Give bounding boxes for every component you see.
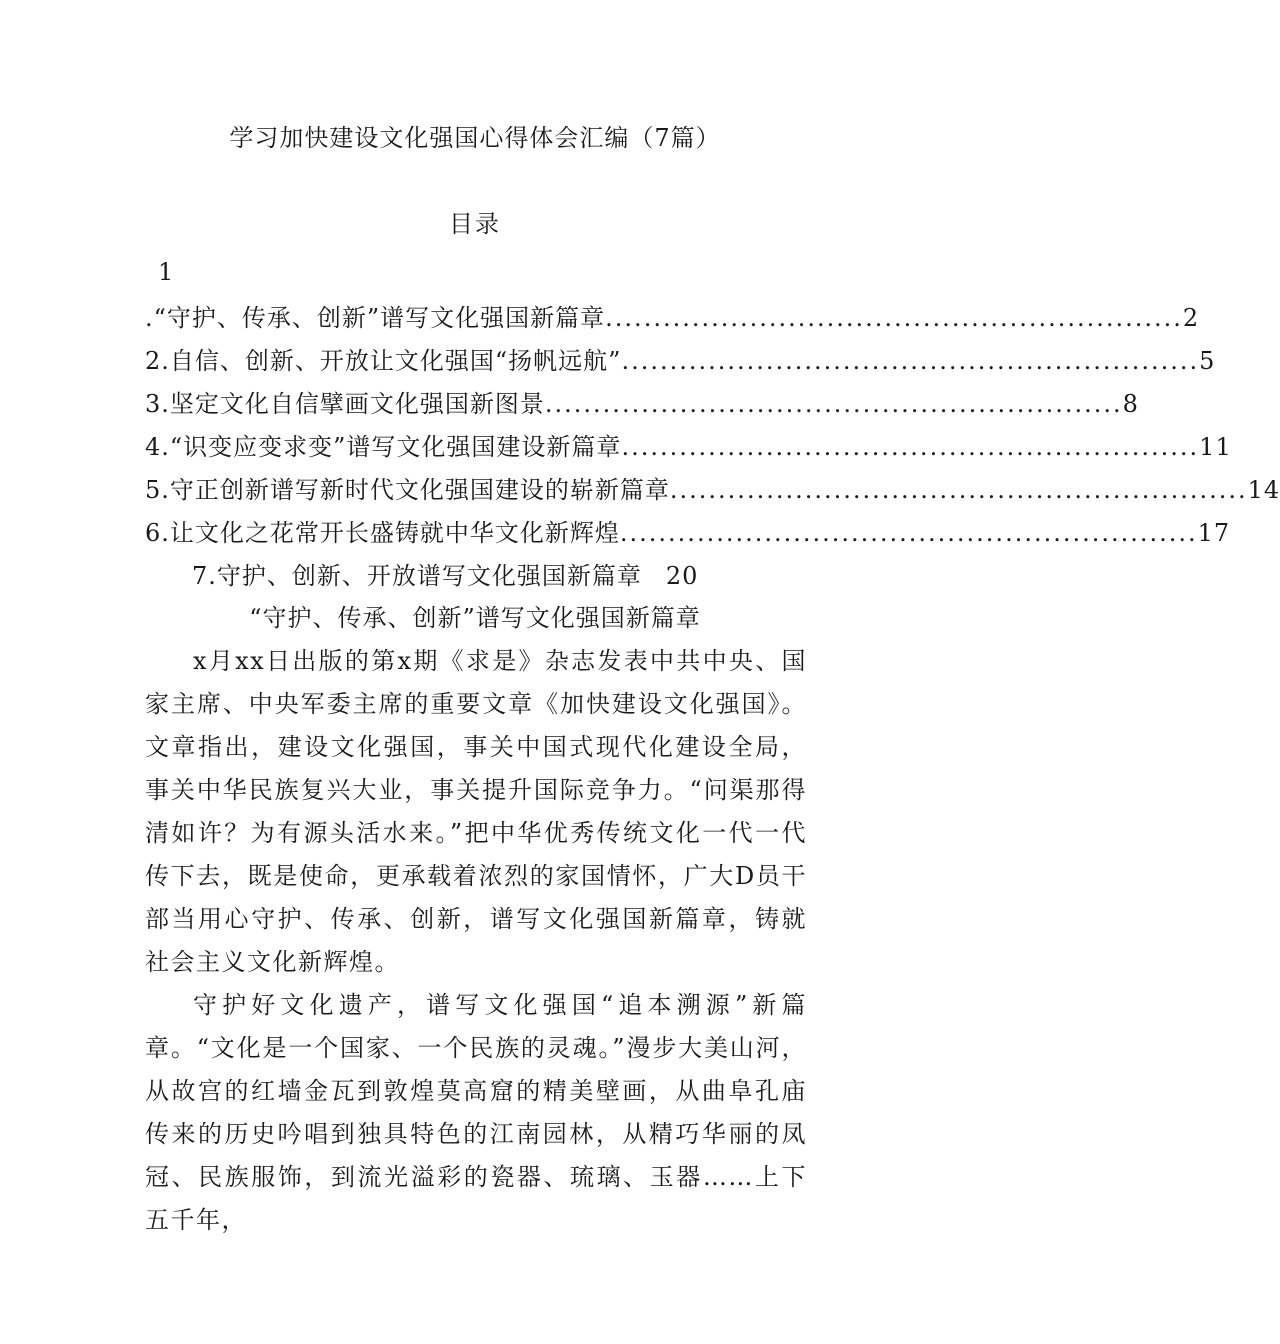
body-paragraph-2: 守护好文化遗产，谱写文化强国“追本溯源”新篇章。“文化是一个国家、一个民族的灵魂。”漫步大美山河，从故宫的红墙金瓦到敦煌莫高窟的精美壁画，从曲阜孔庙传来的历史吟唱到独具特色的江南园林，从精巧华丽的凤冠、民族服饰，到流光溢彩的瓷器、琉璃、玉器……上下五千年， [145, 991, 807, 1234]
toc-item-2[interactable] [145, 341, 1216, 376]
toc-item-page: 17 [1197, 519, 1231, 547]
toc-item-page: 11 [1199, 433, 1232, 461]
toc-item-page: 5 [1199, 347, 1216, 375]
toc-leader-dots: ............................................................ [669, 476, 1248, 504]
toc-leader-dots: ............................................................ [621, 347, 1200, 375]
toc-item-page: 14 [1247, 476, 1280, 504]
toc-item-4[interactable] [145, 427, 1232, 462]
toc-item-page: 8 [1122, 390, 1139, 418]
toc-item-3[interactable] [145, 384, 1139, 419]
toc-item-1-number: 1 [158, 258, 174, 286]
toc-leader-dots: ............................................................ [605, 304, 1183, 332]
toc-item-label: 3.坚定文化自信擘画文化强国新图景 [145, 390, 545, 418]
section-title: “守护、传承、创新”谱写文化强国新篇章 [249, 604, 701, 632]
toc-leader-dots: ............................................................ [544, 390, 1123, 418]
document-title: 学习加快建设文化强国心得体会汇编（7篇） [229, 124, 721, 152]
toc-item-6[interactable] [145, 513, 1231, 548]
toc-item-label: 5.守正创新谱写新时代文化强国建设的崭新篇章 [145, 476, 670, 504]
toc-item-7[interactable] [192, 556, 698, 591]
toc-item-label: 7.守护、创新、开放谱写文化强国新篇章 [192, 562, 642, 590]
toc-item-label: .“守护、传承、创新”谱写文化强国新篇章 [145, 304, 606, 332]
toc-leader-dots: ............................................................ [619, 519, 1198, 547]
toc-item-label: 4.“识变应变求变”谱写文化强国建设新篇章 [145, 433, 622, 461]
toc-item-label: 6.让文化之花常开长盛铸就中华文化新辉煌 [145, 519, 620, 547]
toc-heading: 目录 [449, 210, 501, 238]
toc-item-1[interactable] [145, 298, 1200, 333]
toc-item-page: 2 [1182, 304, 1200, 332]
toc-item-5[interactable] [145, 470, 1280, 505]
body-paragraph-1: x月xx日出版的第x期《求是》杂志发表中共中央、国家主席、中央军委主席的重要文章《加快建设文化强国》。文章指出，建设文化强国，事关中国式现代化建设全局，事关中华民族复兴大业，事关提升国际竞争力。“问渠那得清如许？为有源头活水来。”把中华优秀传统文化一代一代传下去，既是使命，更承载着浓烈的家国情怀，广大D员干部当用心守护、传承、创新，谱写文化强国新篇章，铸就社会主义文化新辉煌。 [145, 647, 807, 976]
toc-item-page: 20 [665, 562, 699, 590]
toc-item-label: 2.自信、创新、开放让文化强国“扬帆远航” [145, 347, 622, 375]
toc-leader-dots: ............................................................ [621, 433, 1200, 461]
